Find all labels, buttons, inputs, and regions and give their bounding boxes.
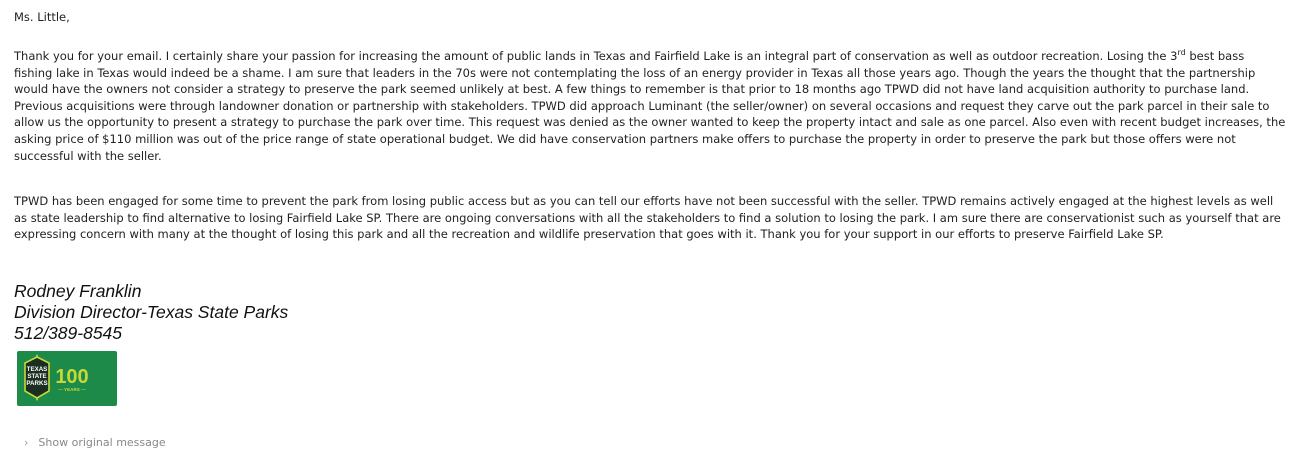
show-original-label: Show original message [38, 436, 166, 449]
logo-text-parks: PARKS [26, 380, 48, 387]
logo-text-texas: TEXAS [26, 366, 48, 373]
paragraph-1 [14, 48, 1286, 164]
ordinal-suffix: rd [1177, 48, 1186, 58]
logo-text-years: — YEARS — [58, 387, 86, 392]
paragraph-1-start: Thank you for your email. I certainly share your passion for increasing the amount of public lands in Texas and Fairfield Lake is an integral part of conservation as well as outdoor recreation. Losing the 3 [14, 49, 1178, 63]
paragraph-2: TPWD has been engaged for some time to prevent the park from losing public access but as you can tell our efforts have not been successful with the seller. TPWD remains actively engaged at the highest levels as well as state leadership to find alternative to losing Fairfield Lake SP. There are ongoing conversations with all the stakeholders to find a solution to losing the park. I am sure there are conservationist such as yourself that are expressing concern with many at the thought of losing this park and all the recreation and wildlife preservation that goes with it. Thank you for your support in our efforts to preserve Fairfield Lake SP. [14, 194, 1281, 242]
signature-title: Division Director-Texas State Parks [14, 302, 289, 322]
paragraph-1-rest: best bass fishing lake in Texas would indeed be a shame. I am sure that leaders in the 70s were not contemplating the loss of an energy provider in Texas all those years ago. Though the years the thought that the partnership would have the owners not consider a strategy to preserve the park seemed unlikely at best. A few things to remember is that prior to 18 months ago TPWD did not have land acquisition authority to purchase land. Previous acquisitions were through landowner donation or partnership with stakeholders. TPWD did approach Luminant (the seller/owner) on several occasions and request they carve out the park parcel in their sale to allow us the opportunity to present a strategy to purchase the park over time. This request was denied as the owner wanted to keep the property intact and sale as one parcel. Also even with recent budget increases, the asking price of $110 million was out of the price range of state operational budget. We did have conservation partners make offers to purchase the property in order to preserve the park but those offers were not successful with the seller. [14, 49, 1286, 163]
signature-block [14, 281, 288, 344]
salutation: Ms. Little, [14, 10, 70, 24]
signature-phone: 512/389-8545 [14, 323, 123, 343]
logo-text-100: 100 [55, 366, 89, 388]
chevron-right-icon: › [24, 436, 29, 449]
logo-text-state: STATE [27, 373, 47, 380]
texas-state-parks-logo [17, 351, 117, 406]
show-original-message-link[interactable] [24, 436, 166, 449]
signature-name: Rodney Franklin [14, 281, 142, 301]
